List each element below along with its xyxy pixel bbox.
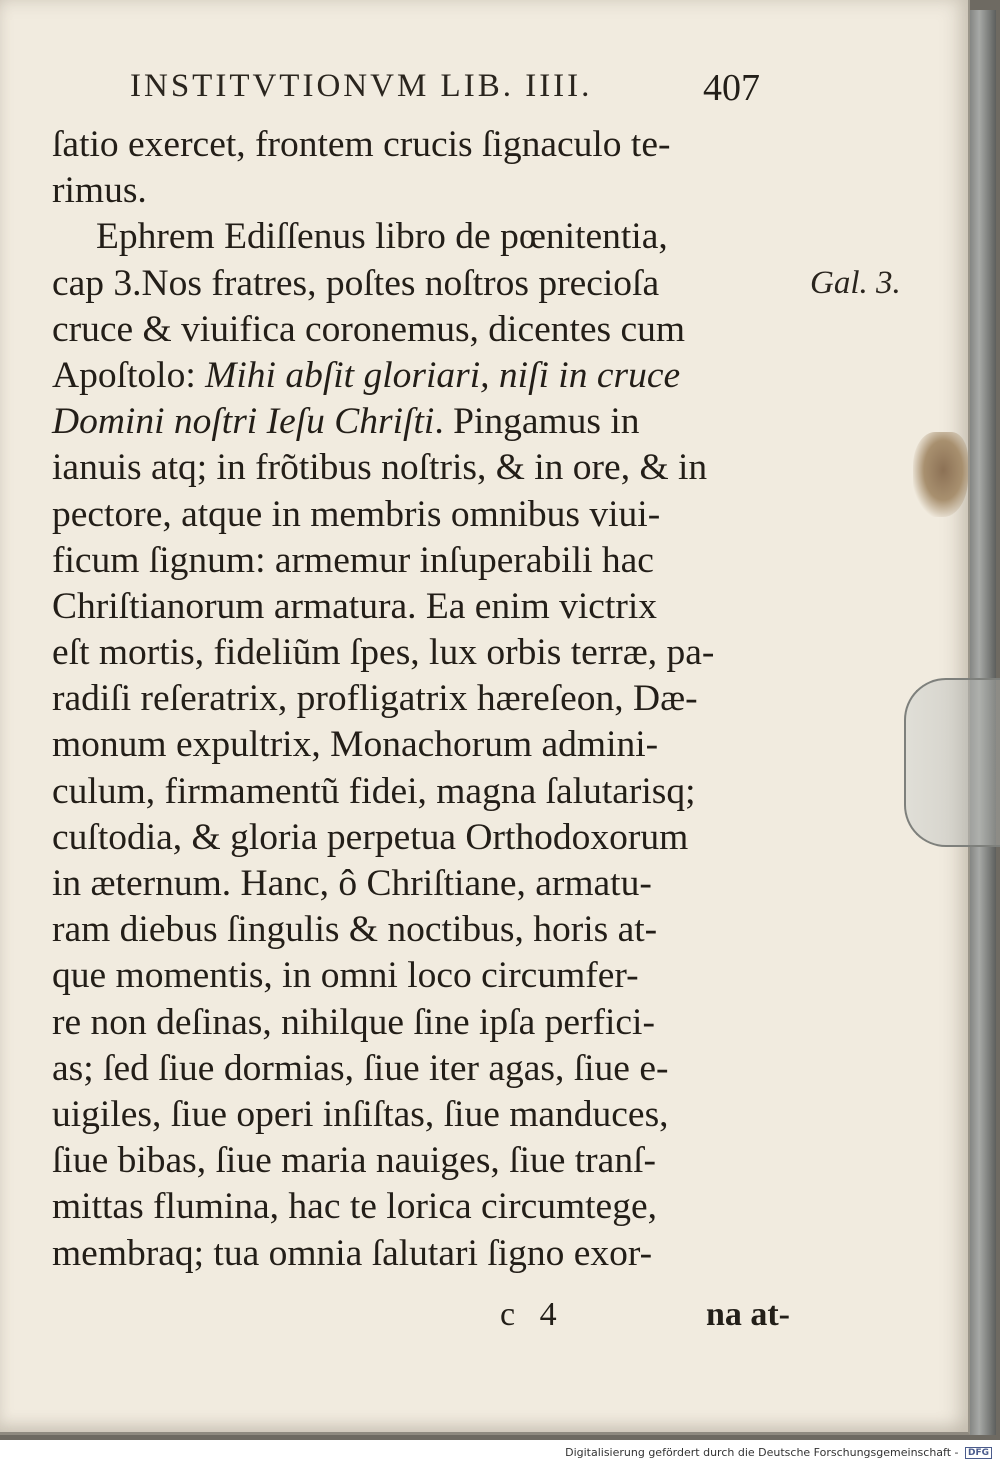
italic-quote: Domini noſtri Ieſu Chriſti (52, 401, 435, 443)
text-line (52, 815, 782, 861)
signature-mark: c 4 (500, 1296, 565, 1333)
line-text: rimus. (52, 170, 147, 212)
page-clip (904, 678, 1000, 847)
text-line (52, 584, 782, 630)
line-text: re non deſinas, nihilque ſine ipſa perfici- (52, 1001, 655, 1043)
catchword: na at- (705, 1296, 790, 1333)
italic-quote: Mihi abſit gloriari, niſi in cruce (205, 354, 681, 396)
text-line (52, 492, 782, 538)
marginal-note: Gal. 3. (810, 265, 901, 301)
line-text: cruce & viuifica coronemus, dicentes cum (52, 308, 686, 350)
body-text (52, 122, 782, 1277)
text-line (52, 1184, 782, 1230)
text-line (52, 1138, 782, 1184)
page-header (130, 68, 760, 118)
text-line (52, 214, 782, 260)
text-line (52, 769, 782, 815)
line-text: ficum ſignum: armemur inſuperabili hac (52, 539, 654, 581)
text-line (52, 399, 782, 445)
text-line (52, 907, 782, 953)
line-text: as; ſed ſiue dormias, ſiue iter agas, ſiue e- (52, 1047, 669, 1089)
line-text: pectore, atque in membris omnibus viui- (52, 493, 661, 535)
digitization-credit (565, 1446, 992, 1459)
line-text: culum, firmamentũ fidei, magna ſalutarisq; (52, 770, 696, 812)
line-text: membraq; tua omnia ſalutari ſigno exor- (52, 1232, 653, 1274)
text-line (52, 861, 782, 907)
text-line (52, 538, 782, 584)
line-text: cuſtodia, & gloria perpetua Orthodoxorum (52, 816, 689, 858)
paper-stain (913, 432, 968, 517)
text-line (52, 676, 782, 722)
line-text: in æternum. Hanc, ô Chriſtiane, armatu- (52, 863, 652, 904)
running-head: INSTITVTIONVM LIB. IIII. (130, 68, 593, 104)
line-text: ſatio exercet, frontem crucis ſignaculo te- (52, 124, 671, 165)
text-line (52, 445, 782, 491)
page-number: 407 (703, 67, 760, 109)
credit-text: Digitalisierung gefördert durch die Deutsche Forschungsgemeinschaft - (565, 1446, 959, 1459)
line-text: monum expultrix, Monachorum admini- (52, 724, 659, 766)
text-line (52, 122, 782, 168)
text-line (52, 307, 782, 353)
line-text: Ephrem Ediſſenus libro de pœnitentia, (96, 216, 668, 258)
text-line (52, 953, 782, 999)
line-text: eſt mortis, fideliũm ſpes, lux orbis terræ, pa- (52, 632, 715, 674)
text-line (52, 722, 782, 768)
line-text: ſiue bibas, ſiue maria nauiges, ſiue tranſ- (52, 1140, 656, 1182)
text-line (52, 261, 782, 307)
line-text: mittas flumina, hac te lorica circumtege, (52, 1186, 657, 1228)
text-line (52, 1231, 782, 1277)
line-text: . Pingamus in (434, 401, 640, 443)
line-text: radiſi reſeratrix, profligatrix hæreſeon, Dæ- (52, 678, 698, 720)
line-text: Chriſtianorum armatura. Ea enim victrix (52, 585, 658, 627)
text-line (52, 1092, 782, 1138)
line-text: Apoſtolo: (52, 354, 206, 396)
line-text: cap 3.Nos fratres, poſtes noſtros precioſa (52, 262, 660, 304)
text-line (52, 353, 782, 399)
text-line (52, 1046, 782, 1092)
page-footer (500, 1296, 790, 1342)
line-text: uigiles, ſiue operi inſiſtas, ſiue manduces, (52, 1093, 669, 1135)
text-line (52, 168, 782, 214)
text-line (52, 1000, 782, 1046)
dfg-logo: DFG (965, 1447, 992, 1459)
line-text: ram diebus ſingulis & noctibus, horis at- (52, 909, 658, 951)
text-line (52, 630, 782, 676)
line-text: que momentis, in omni loco circumfer- (52, 955, 639, 997)
line-text: ianuis atq; in frõtibus noſtris, & in ore, & in (52, 447, 708, 489)
